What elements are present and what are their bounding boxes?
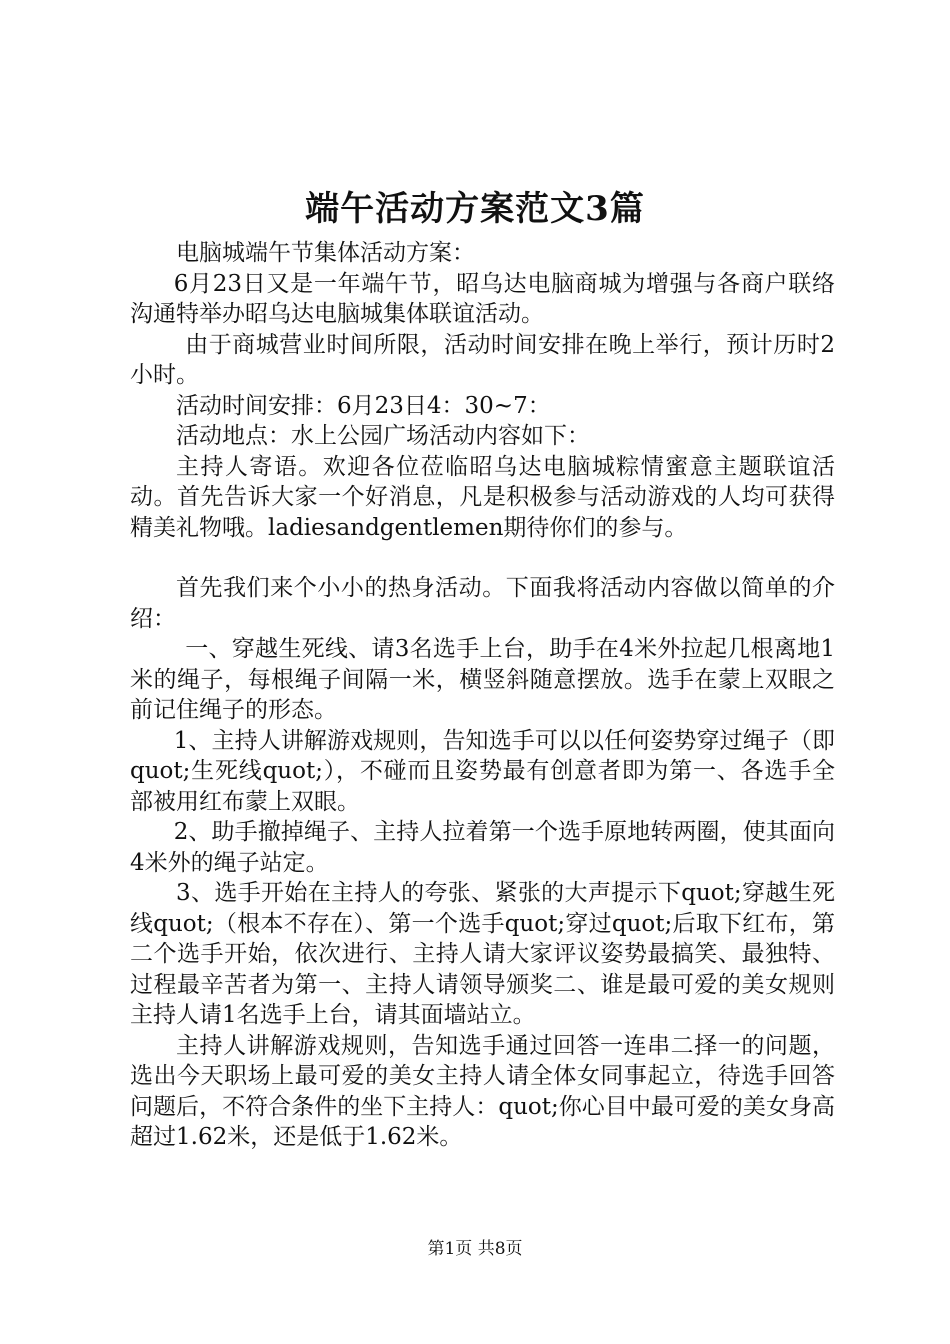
paragraph-1: 电脑城端午节集体活动方案： — [176, 240, 475, 266]
paragraph-12: 主持人讲解游戏规则，告知选手通过回答一连串二择一的问题，选出今天职场上最可爱的美女主持人请全体女同事起立，待选手回答问题后，不符合条件的坐下主持人：quot;你心目中最可爱的美女身高超过1.62米，还是低于1.62米。 — [130, 1032, 835, 1150]
paragraph-9: 1、主持人讲解游戏规则，告知选手可以以任何姿势穿过绳子（即quot;生死线quot;），不碰而且姿势最有创意者即为第一、各选手全部被用红布蒙上双眼。 — [130, 727, 835, 815]
paragraph-4: 活动时间安排：6月23日4：30~7： — [176, 392, 551, 419]
paragraph-5: 活动地点：水上公园广场活动内容如下： — [176, 423, 590, 449]
paragraph-3: 由于商城营业时间所限，活动时间安排在晚上举行，预计历时2小时。 — [130, 331, 835, 388]
paragraph-2: 6月23日又是一年端午节，昭乌达电脑商城为增强与各商户联络沟通特举办昭乌达电脑城集体联谊活动。 — [130, 270, 835, 327]
document-body — [130, 238, 835, 1153]
page-footer: 第1页 共8页 — [427, 1239, 523, 1259]
paragraph-11: 3、选手开始在主持人的夸张、紧张的大声提示下quot;穿越生死线quot;（根本不存在）、第一个选手quot;穿过quot;后取下红布，第二个选手开始，依次进行、主持人请大家评议姿势最搞笑、最独特、过程最辛苦者为第一、主持人请领导颁奖二、谁是最可爱的美女规则主持人请1名选手上台，请其面墙站立。 — [130, 880, 835, 1028]
paragraph-6: 主持人寄语。欢迎各位莅临昭乌达电脑城粽情蜜意主题联谊活动。首先告诉大家一个好消息，凡是积极参与活动游戏的人均可获得精美礼物哦。ladiesandgentlemen期待你们的参与。 — [130, 453, 835, 541]
paragraph-7: 首先我们来个小小的热身活动。下面我将活动内容做以简单的介绍： — [130, 575, 835, 632]
document-title: 端午活动方案范文3篇 — [305, 189, 645, 229]
paragraph-8: 一、穿越生死线、请3名选手上台，助手在4米外拉起几根离地1米的绳子，每根绳子间隔一米，横竖斜随意摆放。选手在蒙上双眼之前记住绳子的形态。 — [130, 636, 835, 723]
paragraph-10: 2、助手撤掉绳子、主持人拉着第一个选手原地转两圈，使其面向4米外的绳子站定。 — [130, 819, 835, 876]
